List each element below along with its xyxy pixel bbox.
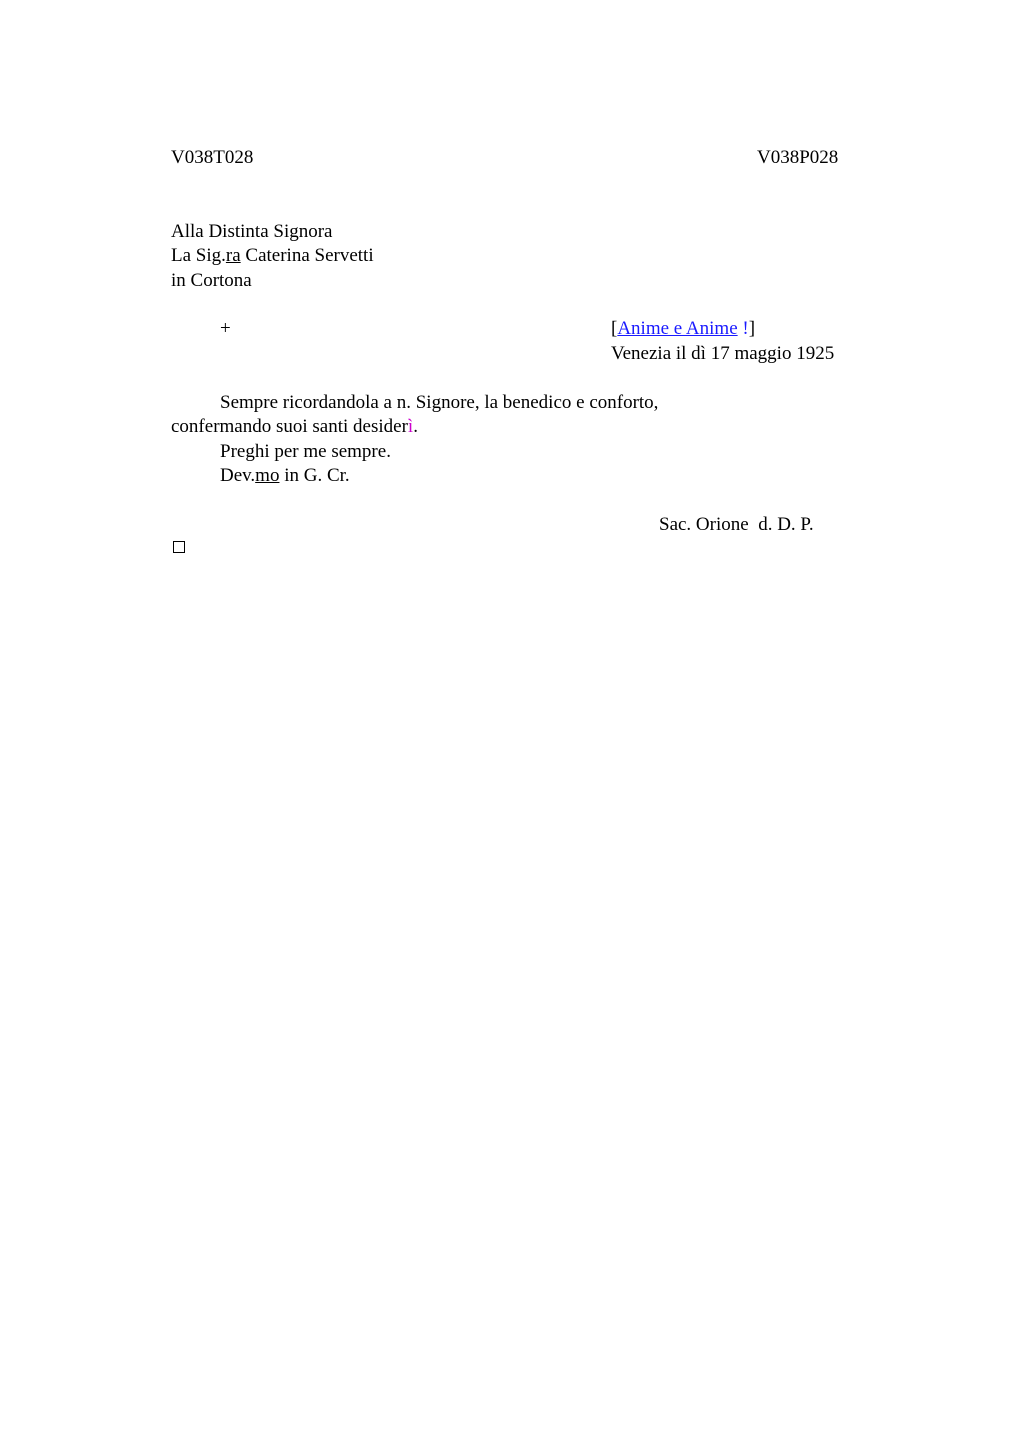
checkbox-square-icon [173, 541, 185, 553]
body-accent-letter: ì [407, 416, 414, 437]
closing-line [220, 464, 350, 488]
document-code-left: V038T028 [171, 147, 254, 168]
annotation [611, 317, 755, 341]
body-line-2 [171, 415, 418, 439]
annotation-close-bracket: ] [748, 318, 756, 339]
closing-suffix: in G. Cr. [279, 465, 350, 486]
body-line-2-prefix: confermando suoi santi desider [171, 416, 408, 437]
signature: Sac. Orione d. D. P. [659, 514, 814, 535]
dateline: Venezia il dì 17 maggio 1925 [611, 343, 835, 364]
address-line-3: in Cortona [171, 270, 252, 291]
cross-symbol: + [220, 318, 231, 339]
address-line-2-suffix: Caterina Servetti [240, 245, 374, 266]
closing-prefix: Dev. [220, 465, 256, 486]
annotation-link[interactable]: Anime e Anime [617, 318, 738, 339]
annotation-exclamation: ! [742, 318, 749, 339]
body-line-3: Preghi per me sempre. [220, 441, 391, 462]
body-line-1: Sempre ricordandola a n. Signore, la benedico e conforto, [220, 392, 659, 413]
address-line-2 [171, 244, 374, 268]
address-line-1: Alla Distinta Signora [171, 221, 333, 242]
document-code-right: V038P028 [757, 147, 839, 168]
address-abbreviation: ra [225, 245, 241, 266]
closing-abbreviation: mo [255, 465, 280, 486]
body-line-2-suffix: . [413, 416, 418, 437]
annotation-open-bracket: [ [611, 318, 618, 339]
address-line-2-prefix: La Sig. [171, 245, 226, 266]
